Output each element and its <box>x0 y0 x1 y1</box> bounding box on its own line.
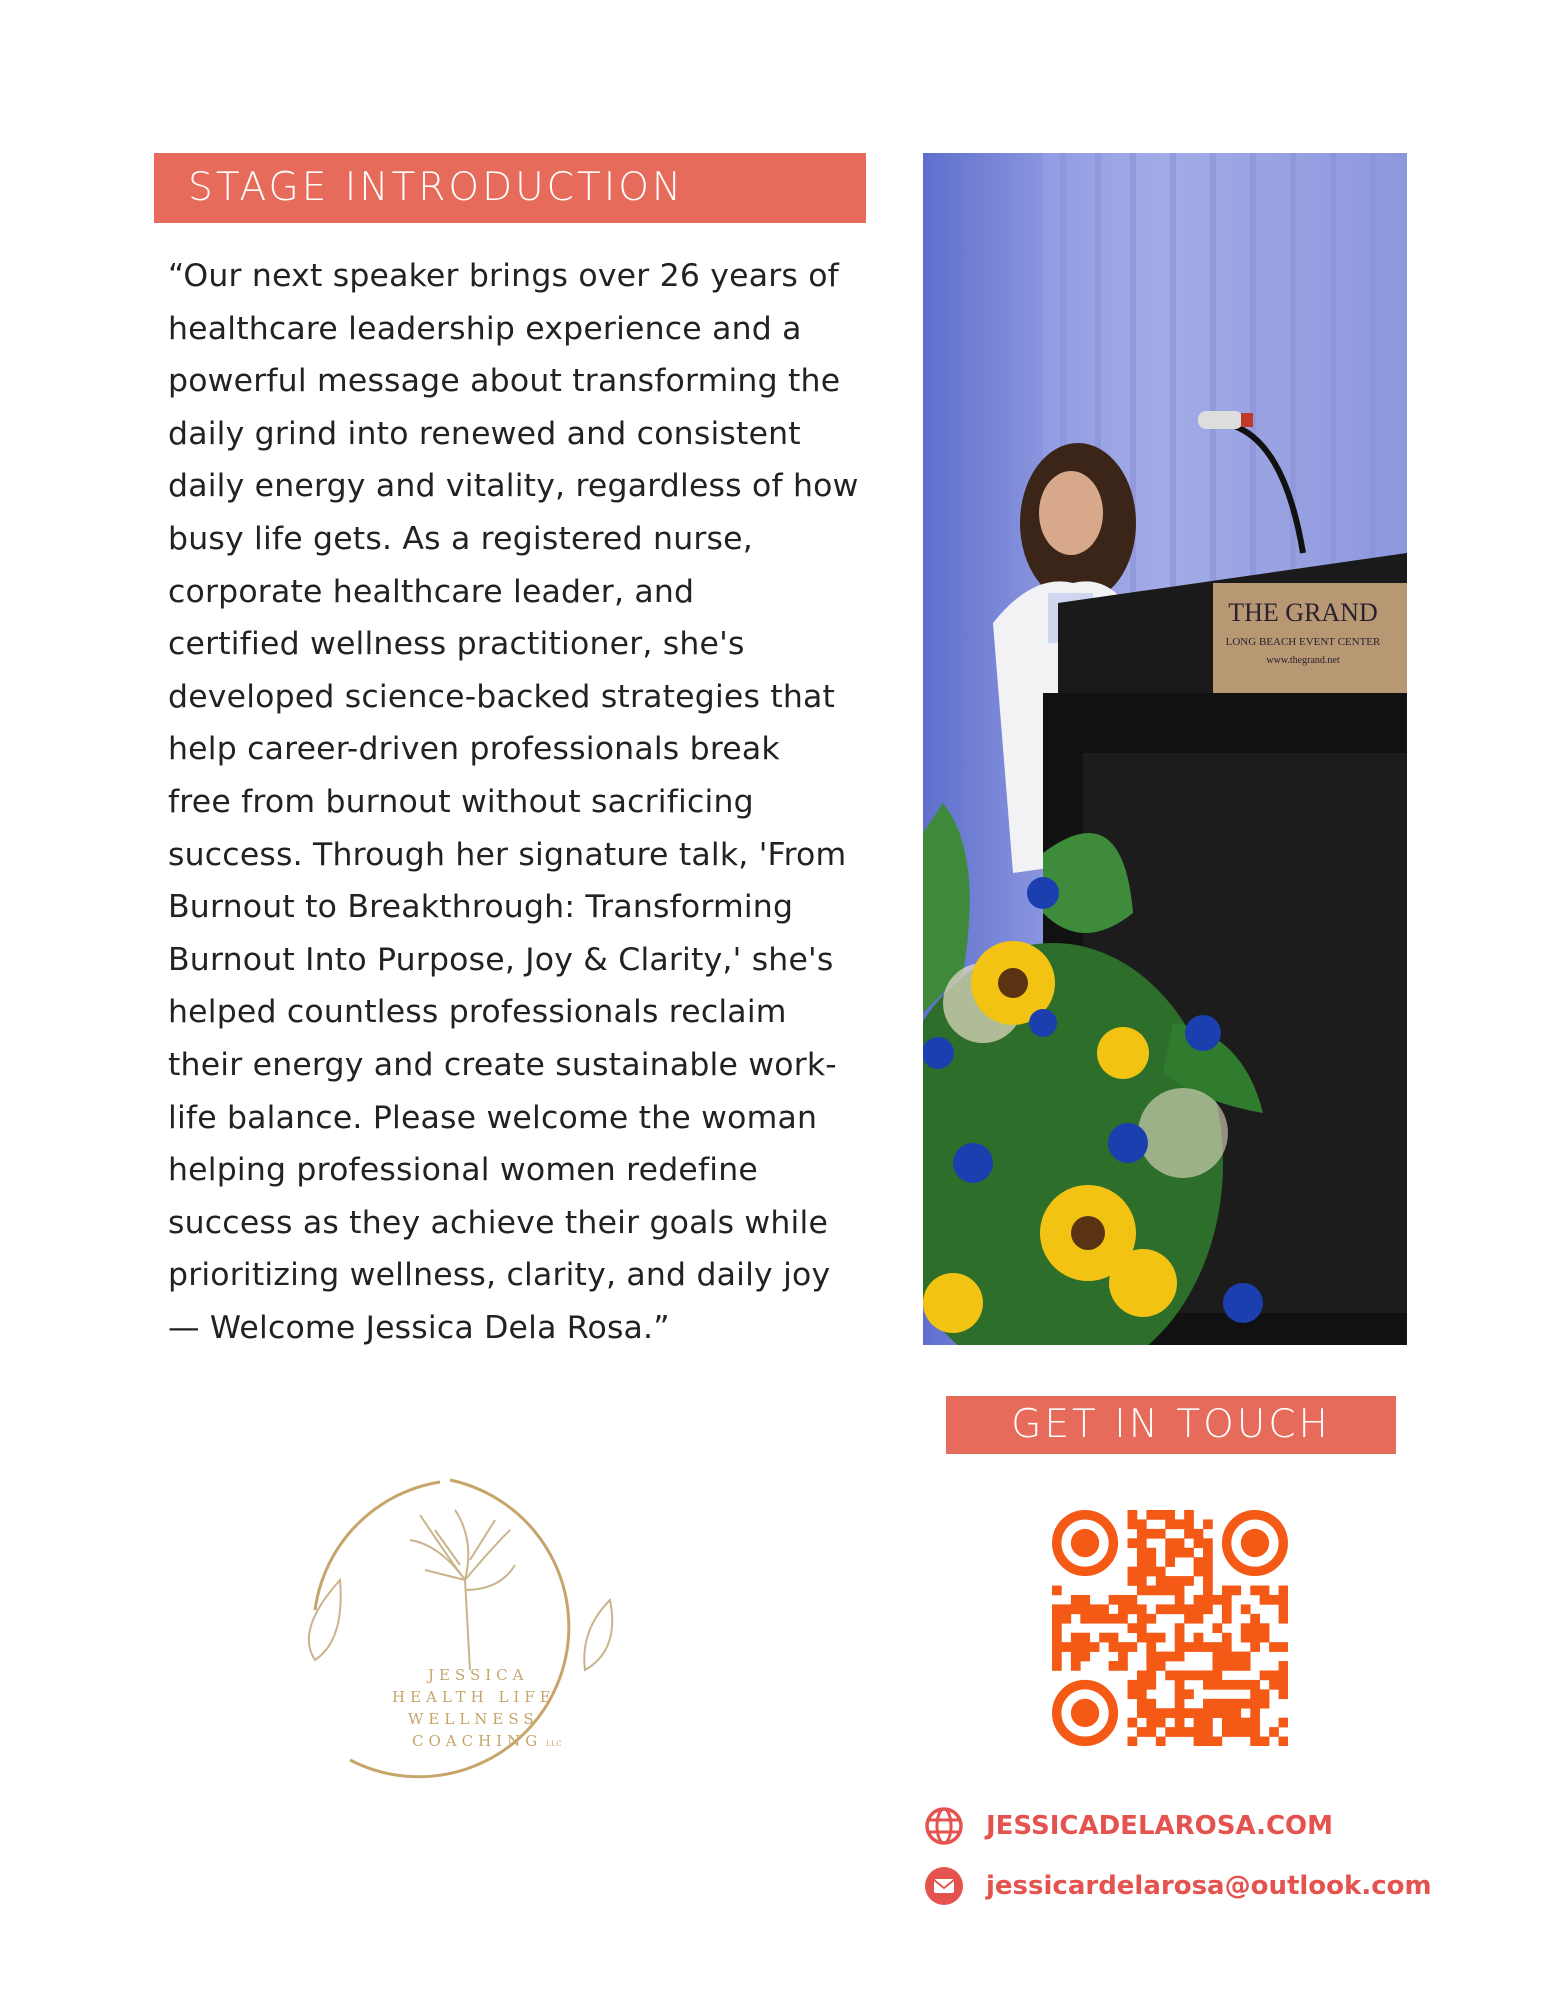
intro-line: their energy and create sustainable work- <box>168 1046 837 1083</box>
intro-line: helping professional women redefine <box>168 1152 758 1189</box>
intro-line: free from burnout without sacrificing <box>168 783 754 820</box>
intro-line: “Our next speaker brings over 26 years of <box>168 258 839 294</box>
intro-line: busy life gets. As a registered nurse, <box>168 520 753 557</box>
intro-line: daily energy and vitality, regardless of how <box>168 468 859 505</box>
intro-line: Burnout to Breakthrough: Transforming <box>168 889 794 926</box>
intro-line: life balance. Please welcome the woman <box>168 1099 818 1136</box>
intro-line: corporate healthcare leader, and <box>168 573 695 610</box>
intro-line: developed science-backed strategies that <box>168 678 836 715</box>
website-text[interactable]: JESSICADELAROSA.COM <box>986 1811 1334 1841</box>
globe-icon <box>924 1806 964 1846</box>
intro-paragraph <box>168 250 878 1354</box>
logo-line-4: COACHING <box>412 1732 543 1750</box>
intro-line: Burnout Into Purpose, Joy & Clarity,' she's <box>168 941 834 978</box>
podium-sign-subtitle: LONG BEACH EVENT CENTER <box>1225 636 1381 648</box>
podium-sign-title: THE GRAND <box>1228 598 1378 627</box>
logo-suffix: LLC <box>546 1740 563 1748</box>
logo-line-2: HEALTH LIFE <box>392 1688 556 1706</box>
website-link[interactable] <box>924 1806 1333 1846</box>
qr-code[interactable] <box>1052 1510 1288 1746</box>
email-icon <box>924 1866 964 1906</box>
intro-line: helped countless professionals reclaim <box>168 994 787 1031</box>
intro-line: certified wellness practitioner, she's <box>168 626 745 663</box>
intro-line: success as they achieve their goals while <box>168 1204 829 1241</box>
logo-line-3: WELLNESS <box>408 1710 539 1728</box>
stage-introduction-heading: STAGE INTRODUCTION <box>154 153 866 223</box>
speaker-photo <box>923 153 1407 1345</box>
intro-line: daily grind into renewed and consistent <box>168 415 801 452</box>
intro-line: success. Through her signature talk, 'From <box>168 836 847 873</box>
intro-line: powerful message about transforming the <box>168 363 841 400</box>
podium-sign-url: www.thegrand.net <box>1266 655 1340 666</box>
email-text[interactable]: jessicardelarosa@outlook.com <box>986 1871 1432 1901</box>
intro-line: prioritizing wellness, clarity, and daily joy <box>168 1257 831 1294</box>
logo-line-1: JESSICA <box>428 1666 529 1684</box>
get-in-touch-heading: GET IN TOUCH <box>946 1396 1396 1454</box>
intro-line: — Welcome Jessica Dela Rosa.” <box>168 1309 670 1346</box>
intro-line: healthcare leadership experience and a <box>168 310 802 347</box>
email-link[interactable] <box>924 1866 1432 1906</box>
intro-line: help career-driven professionals break <box>168 731 780 768</box>
company-logo <box>300 1470 660 1810</box>
